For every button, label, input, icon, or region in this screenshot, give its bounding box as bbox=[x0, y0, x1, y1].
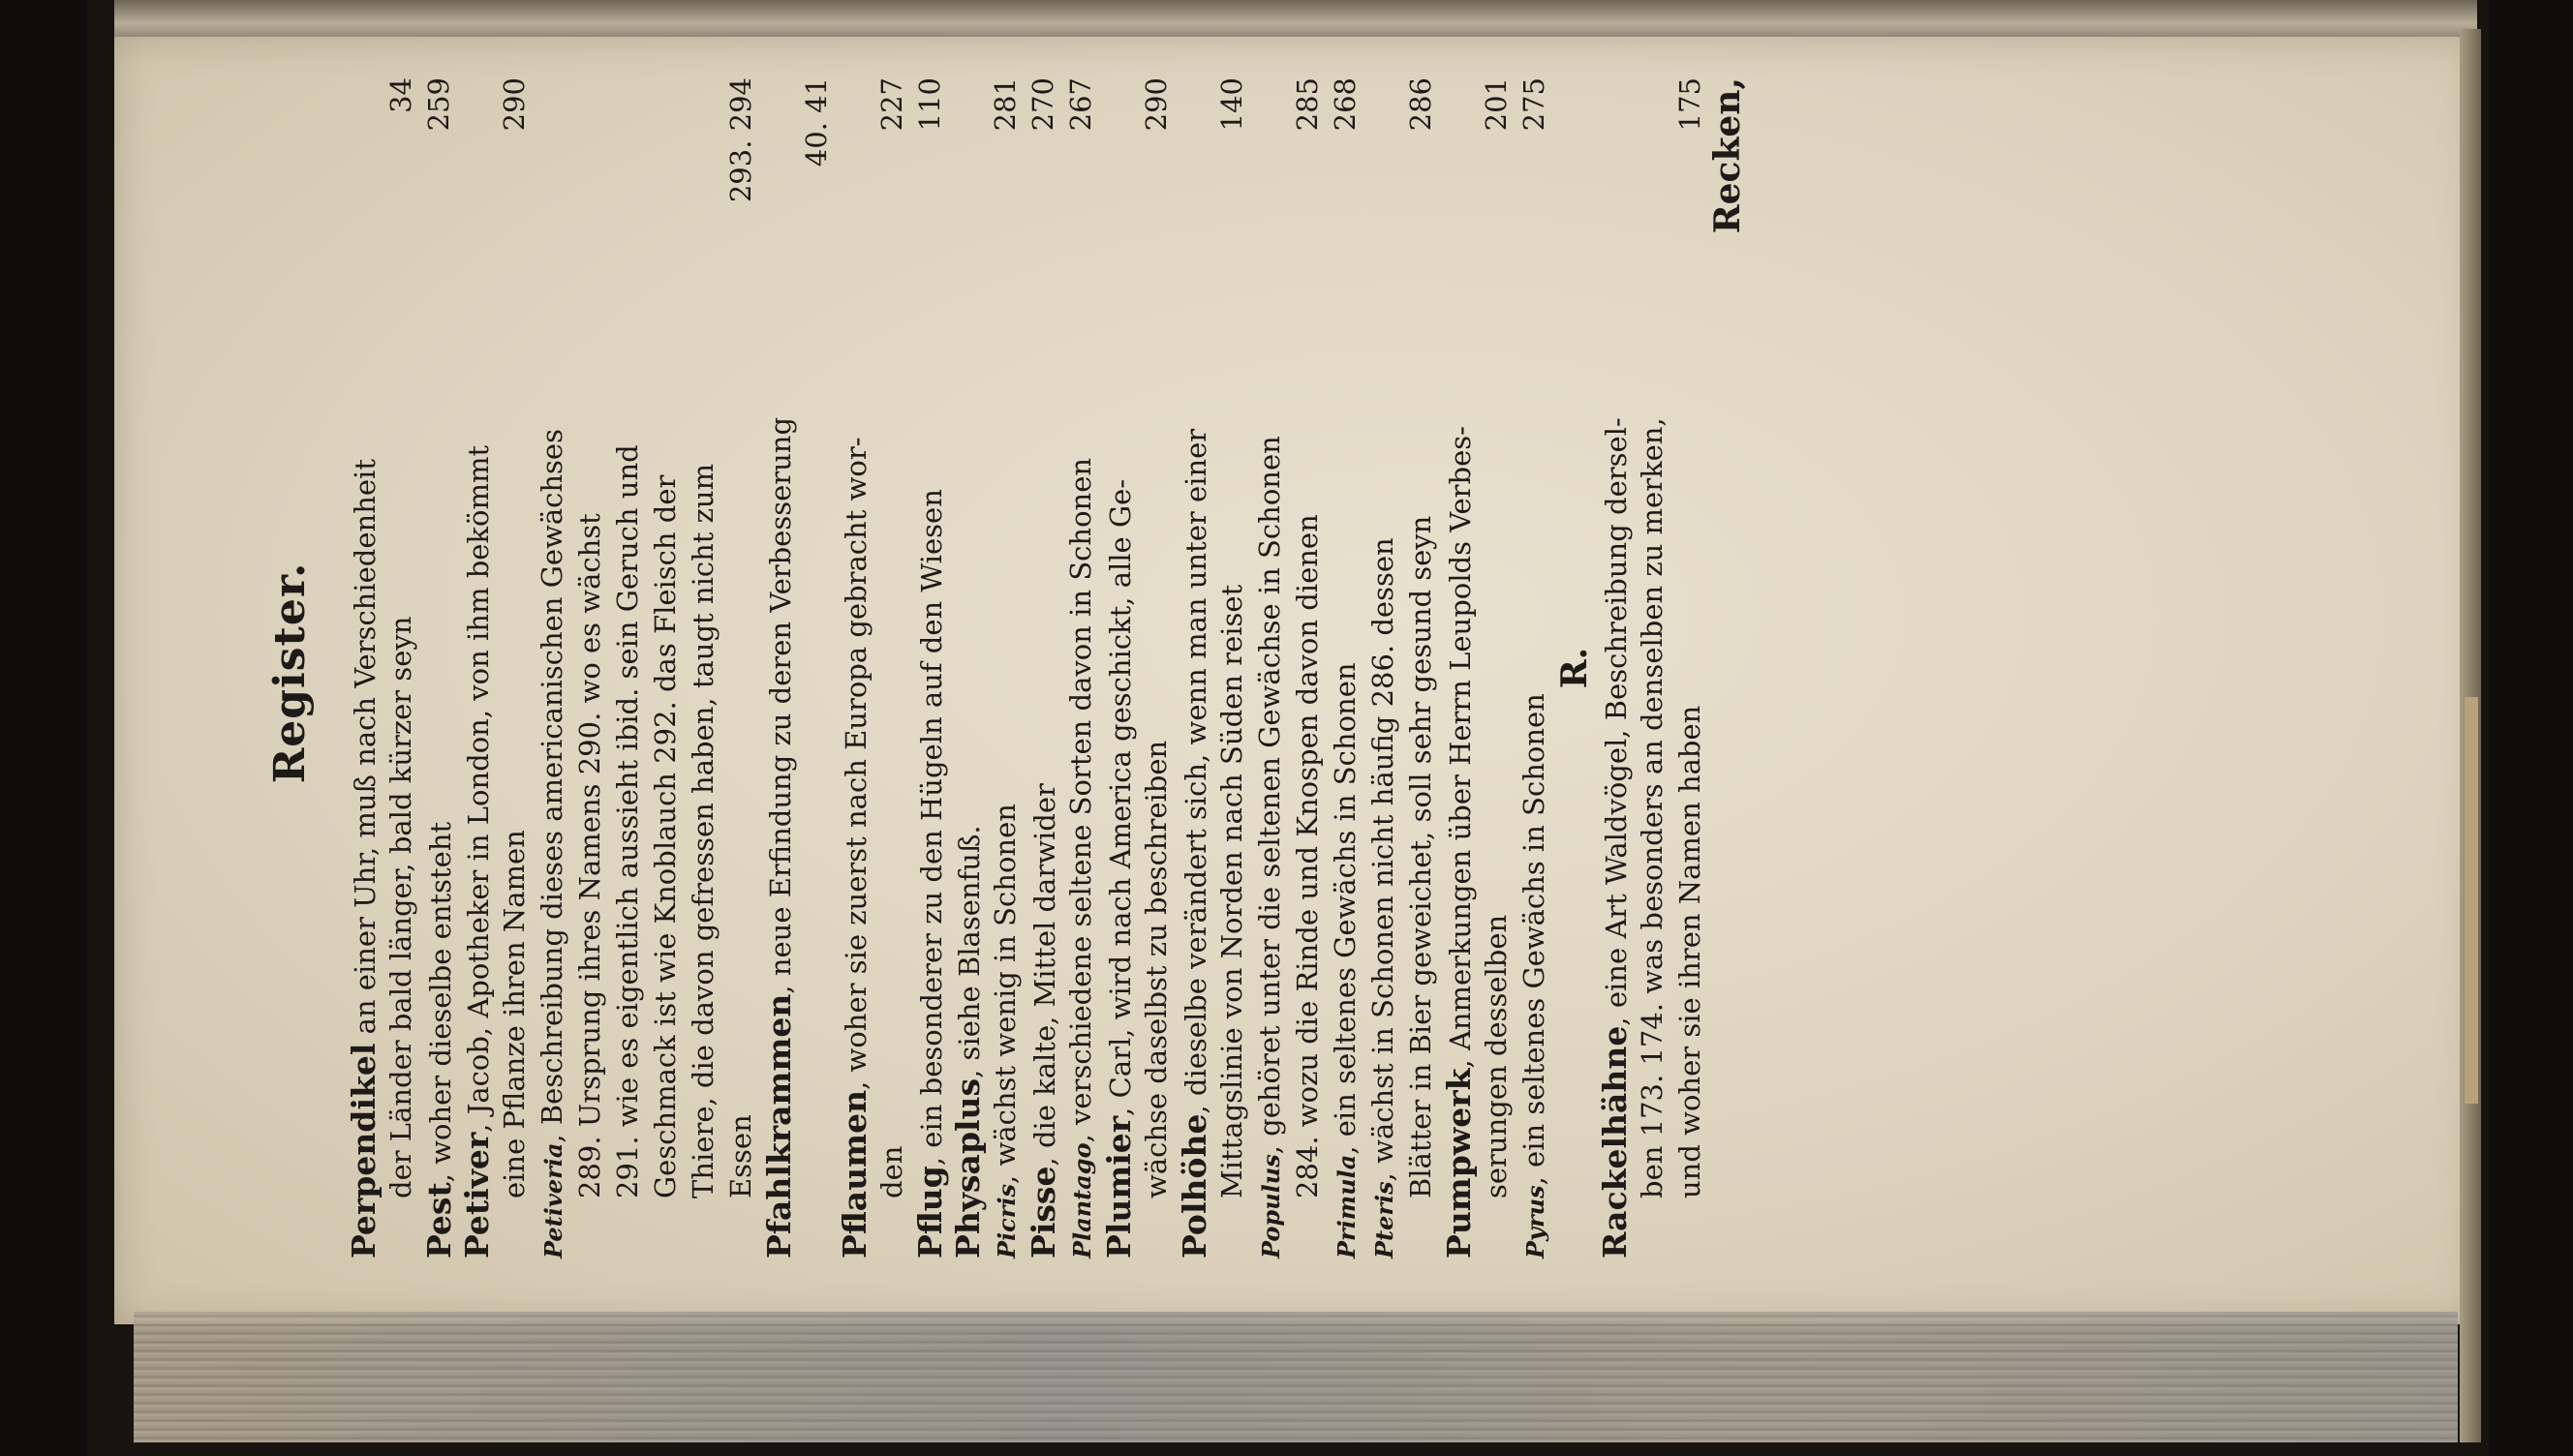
index-entry bbox=[345, 77, 420, 1259]
entry-latin-headword: Pteris bbox=[1370, 1181, 1398, 1259]
entry-text: Blätter in Bier geweichet, soll sehr gesund seyn bbox=[1404, 515, 1437, 1198]
index-entry bbox=[1176, 77, 1251, 1259]
entry-line bbox=[1100, 77, 1138, 1259]
entry-line bbox=[647, 77, 685, 1259]
entry-line bbox=[722, 77, 760, 1259]
page-reference: 140 bbox=[1215, 77, 1248, 132]
index-entry bbox=[458, 77, 534, 1259]
entry-headword: Rackelhähne bbox=[1596, 1025, 1634, 1259]
index-entry bbox=[420, 77, 458, 1259]
entry-text: , Carl, wird nach America geschickt, alle Ge- bbox=[1104, 478, 1137, 1116]
entry-text: , wächst wenig in Schonen bbox=[989, 804, 1022, 1184]
index-entry bbox=[534, 77, 760, 1259]
entry-latin-headword: Primula bbox=[1332, 1154, 1361, 1259]
index-entry bbox=[1025, 77, 1062, 1259]
entry-line bbox=[496, 77, 534, 1259]
section-letter: R. bbox=[1554, 647, 1595, 689]
index-entry bbox=[1364, 77, 1440, 1259]
page-reference: 259 bbox=[422, 77, 455, 132]
page-reference: 227 bbox=[875, 77, 908, 132]
entry-text: Mittagslinie von Norden nach Süden reiset bbox=[1215, 584, 1248, 1198]
entry-text: , wächst in Schonen nicht häufig 286. dessen bbox=[1366, 537, 1399, 1182]
entry-text: ben 173. 174. was besonders an denselben zu merken, bbox=[1636, 417, 1669, 1198]
page-reference: 286 bbox=[1404, 77, 1437, 132]
entry-headword: Pfahlkrammen bbox=[760, 993, 798, 1259]
entry-text: den bbox=[875, 1145, 908, 1198]
entry-text: , eine Art Waldvögel, Beschreibung dersel- bbox=[1600, 417, 1633, 1026]
entry-text: 284. wozu die Rinde und Knospen davon dienen bbox=[1291, 514, 1324, 1198]
entry-line bbox=[1634, 77, 1671, 1259]
entry-text: , die kalte, Mittel darwider bbox=[1028, 783, 1061, 1167]
page-reference: 293. 294 bbox=[724, 77, 757, 203]
entry-line bbox=[1138, 77, 1176, 1259]
index-entries bbox=[345, 77, 1747, 1259]
entry-headword: Petiver bbox=[458, 1132, 496, 1259]
running-title: Register. bbox=[265, 561, 315, 784]
entry-line bbox=[534, 77, 571, 1259]
page-reference: 275 bbox=[1517, 77, 1550, 132]
entry-line bbox=[873, 77, 911, 1259]
index-entry bbox=[1100, 77, 1176, 1259]
index-entry bbox=[1516, 77, 1553, 1259]
entry-line bbox=[836, 77, 873, 1259]
entry-text: der Länder bald länger, bald kürzer seyn bbox=[384, 616, 417, 1198]
entry-line bbox=[1364, 77, 1402, 1259]
page-stack-marbling bbox=[134, 1312, 2458, 1442]
index-entry bbox=[760, 77, 836, 1259]
entry-headword: Plumier bbox=[1100, 1115, 1138, 1259]
entry-text: , ein besonderer zu den Hügeln auf den Wiesen bbox=[915, 489, 948, 1167]
entry-headword: Physaplus bbox=[949, 1077, 987, 1259]
page-reference: 281 bbox=[989, 77, 1022, 132]
entry-line bbox=[1671, 77, 1709, 1259]
entry-text: , ein seltenes Gewächs in Schonen bbox=[1329, 662, 1362, 1155]
entry-line bbox=[1596, 77, 1634, 1259]
entry-line bbox=[458, 77, 496, 1259]
page-reference: 285 bbox=[1291, 77, 1324, 132]
entry-line bbox=[1516, 77, 1553, 1259]
entry-headword: Perpendikel bbox=[345, 1043, 383, 1259]
top-page-edge bbox=[114, 0, 2477, 39]
entry-latin-headword: Petiveria bbox=[539, 1142, 567, 1259]
entry-text: , verschiedene seltene Sorten davon in Schonen bbox=[1064, 457, 1097, 1143]
entry-text: Thiere, die davon gefressen haben, taugt nicht zum bbox=[687, 463, 720, 1198]
entry-text: 291. wie es eigentlich aussieht ibid. sein Geruch und bbox=[611, 444, 644, 1198]
entry-headword: Pflug bbox=[911, 1166, 949, 1259]
index-entry bbox=[949, 77, 987, 1259]
entry-latin-headword: Populus bbox=[1257, 1154, 1285, 1259]
entry-text: und woher sie ihren Namen haben bbox=[1673, 705, 1706, 1198]
page-reference: 110 bbox=[913, 77, 946, 132]
entry-line bbox=[1213, 77, 1251, 1259]
entry-text: , siehe Blasenfuß. bbox=[953, 825, 986, 1078]
page-reference: 270 bbox=[1026, 77, 1059, 132]
entry-latin-headword: Plantago bbox=[1068, 1142, 1096, 1259]
entry-line bbox=[571, 77, 609, 1259]
page-reference: 201 bbox=[1480, 77, 1513, 132]
entry-text: , neue Erfindung zu deren Verbesserung bbox=[764, 416, 797, 994]
entry-headword: Polhöhe bbox=[1176, 1113, 1213, 1259]
page-reference: 40. 41 bbox=[800, 77, 833, 167]
entry-headword: Pflaumen bbox=[836, 1089, 873, 1259]
entry-line bbox=[1025, 77, 1062, 1259]
entry-line bbox=[609, 77, 647, 1259]
entry-line bbox=[1478, 77, 1516, 1259]
entry-text: , dieselbe verändert sich, wenn man unter einer bbox=[1179, 428, 1212, 1114]
index-entry bbox=[1251, 77, 1327, 1259]
entry-text: , gehöret unter die seltenen Gewächse in Schonen bbox=[1253, 436, 1286, 1155]
entry-latin-headword: Pyrus bbox=[1521, 1185, 1549, 1259]
entry-line bbox=[383, 77, 420, 1259]
entry-line bbox=[760, 77, 798, 1259]
page-reference: 34 bbox=[384, 77, 417, 113]
entry-text: wächse daselbst zu beschreiben bbox=[1140, 740, 1173, 1198]
entry-line bbox=[1062, 77, 1100, 1259]
page-content bbox=[252, 48, 2169, 1297]
page-reference: 267 bbox=[1064, 77, 1097, 132]
page-reference: 290 bbox=[498, 77, 531, 132]
entry-line bbox=[987, 77, 1025, 1259]
entry-text: an einer Uhr, muß nach Verschiedenheit bbox=[349, 459, 382, 1044]
entry-line bbox=[1176, 77, 1213, 1259]
page-reference: 268 bbox=[1329, 77, 1362, 132]
entry-line bbox=[1289, 77, 1327, 1259]
catchword: Recken, bbox=[1707, 77, 1748, 234]
index-entry bbox=[911, 77, 949, 1259]
index-entry bbox=[1062, 77, 1100, 1259]
entry-line bbox=[1402, 77, 1440, 1259]
index-entry bbox=[1596, 77, 1709, 1259]
entry-text: eine Pflanze ihren Namen bbox=[498, 830, 531, 1198]
page-reference: 175 bbox=[1673, 77, 1706, 132]
entry-line bbox=[1327, 77, 1364, 1259]
entry-text: Essen bbox=[724, 1114, 757, 1198]
entry-line bbox=[911, 77, 949, 1259]
entry-text: , ein seltenes Gewächs in Schonen bbox=[1517, 693, 1550, 1186]
entry-text: serungen desselben bbox=[1480, 914, 1513, 1198]
entry-text: , Beschreibung dieses americanischen Gewächses bbox=[536, 429, 568, 1143]
entry-line bbox=[949, 77, 987, 1259]
entry-line bbox=[798, 77, 836, 1259]
entry-text: , Anmerkungen über Herrn Leupolds Verbes- bbox=[1444, 426, 1477, 1069]
entry-headword: Pumpwerk bbox=[1440, 1068, 1478, 1259]
entry-headword: Pest bbox=[420, 1182, 458, 1259]
index-entry bbox=[1327, 77, 1364, 1259]
entry-text: Geschmack ist wie Knoblauch 292. das Fleisch der bbox=[649, 474, 682, 1198]
entry-line bbox=[420, 77, 458, 1259]
index-entry bbox=[987, 77, 1025, 1259]
entry-line bbox=[345, 77, 383, 1259]
entry-text: , Jacob, Apotheker in London, von ihm bekömmt bbox=[462, 444, 495, 1133]
entry-line bbox=[685, 77, 722, 1259]
entry-text: , woher sie zuerst nach Europa gebracht wor- bbox=[840, 437, 873, 1090]
page-reference: 290 bbox=[1140, 77, 1173, 132]
entry-text: , woher dieselbe entsteht bbox=[424, 821, 457, 1183]
entry-line bbox=[1251, 77, 1289, 1259]
entry-line bbox=[1440, 77, 1478, 1259]
entry-text: 289. Ursprung ihres Namens 290. wo es wächst bbox=[573, 513, 606, 1198]
index-entry bbox=[836, 77, 911, 1259]
entry-latin-headword: Picris bbox=[993, 1183, 1021, 1259]
index-entry bbox=[1440, 77, 1516, 1259]
paper-tab bbox=[2465, 697, 2478, 1104]
entry-headword: Pisse bbox=[1025, 1166, 1062, 1259]
